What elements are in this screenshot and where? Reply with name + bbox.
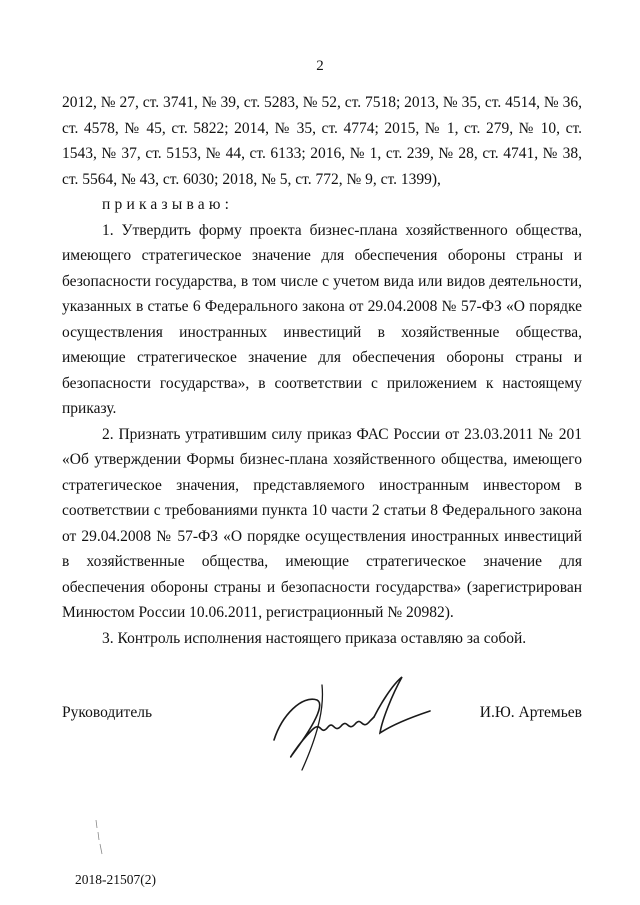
document-code: 2018-21507(2) [75, 872, 156, 887]
handwritten-signature [262, 675, 432, 775]
scan-mark [88, 818, 108, 858]
paragraph-item-3: 3. Контроль исполнения настоящего приказа оставляю за собой. [102, 629, 527, 647]
signature-block [62, 700, 582, 780]
paragraph-item-2: 2. Признать утратившим силу приказ ФАС России от 23.03.2011 № 201 «Об утверждении Формы бизнес-плана хозяйственного общества, имеющего стратегическое значения, представляемого иностранным инвестором в соответствии с требованиями пункта 10 части 2 статьи 8 Федерального закона от 29.04.2008 № 57-ФЗ «О порядке осуществления иностранных инвестиций в хозяйственные общества, имеющие стратегическое значение для обеспечения обороны страны и безопасности государства» (зарегистрирован Минюстом России 10.06.2011, регистрационный № 20982). [62, 425, 582, 621]
order-word: приказываю: [102, 196, 234, 213]
paragraph-order-word [62, 192, 582, 218]
signatory-name: И.Ю. Артемьев [479, 704, 582, 721]
signatory-title: Руководитель [62, 704, 153, 721]
paragraph-legal-references: 2012, № 27, ст. 3741, № 39, ст. 5283, № 52, ст. 7518; 2013, № 35, ст. 4514, № 36, ст. 4578, № 45, ст. 5822; 2014, № 35, ст. 4774; 2015, № 1, ст. 279, № 10, ст. 1543, № 37, ст. 5153, № 44, ст. 6133; 2016, № 1, ст. 239, № 28, ст. 4741, № 38, ст. 5564, № 43, ст. 6030; 2018, № 5, ст. 772, № 9, ст. 1399), [62, 94, 582, 188]
page-number: 2 [316, 58, 324, 74]
paragraph-item-1: 1. Утвердить форму проекта бизнес-плана хозяйственного общества, имеющего стратегическое значение для обеспечения обороны страны и безопасности государства, в том числе с учетом вида или видов деятельности, указанных в статье 6 Федерального закона от 29.04.2008 № 57-ФЗ «О порядке осуществления иностранных инвестиций в хозяйственные общества, имеющие стратегическое значение для обеспечения обороны страны и безопасности государства», в соответствии с приложением к настоящему приказу. [62, 221, 582, 417]
document-body [62, 90, 582, 651]
